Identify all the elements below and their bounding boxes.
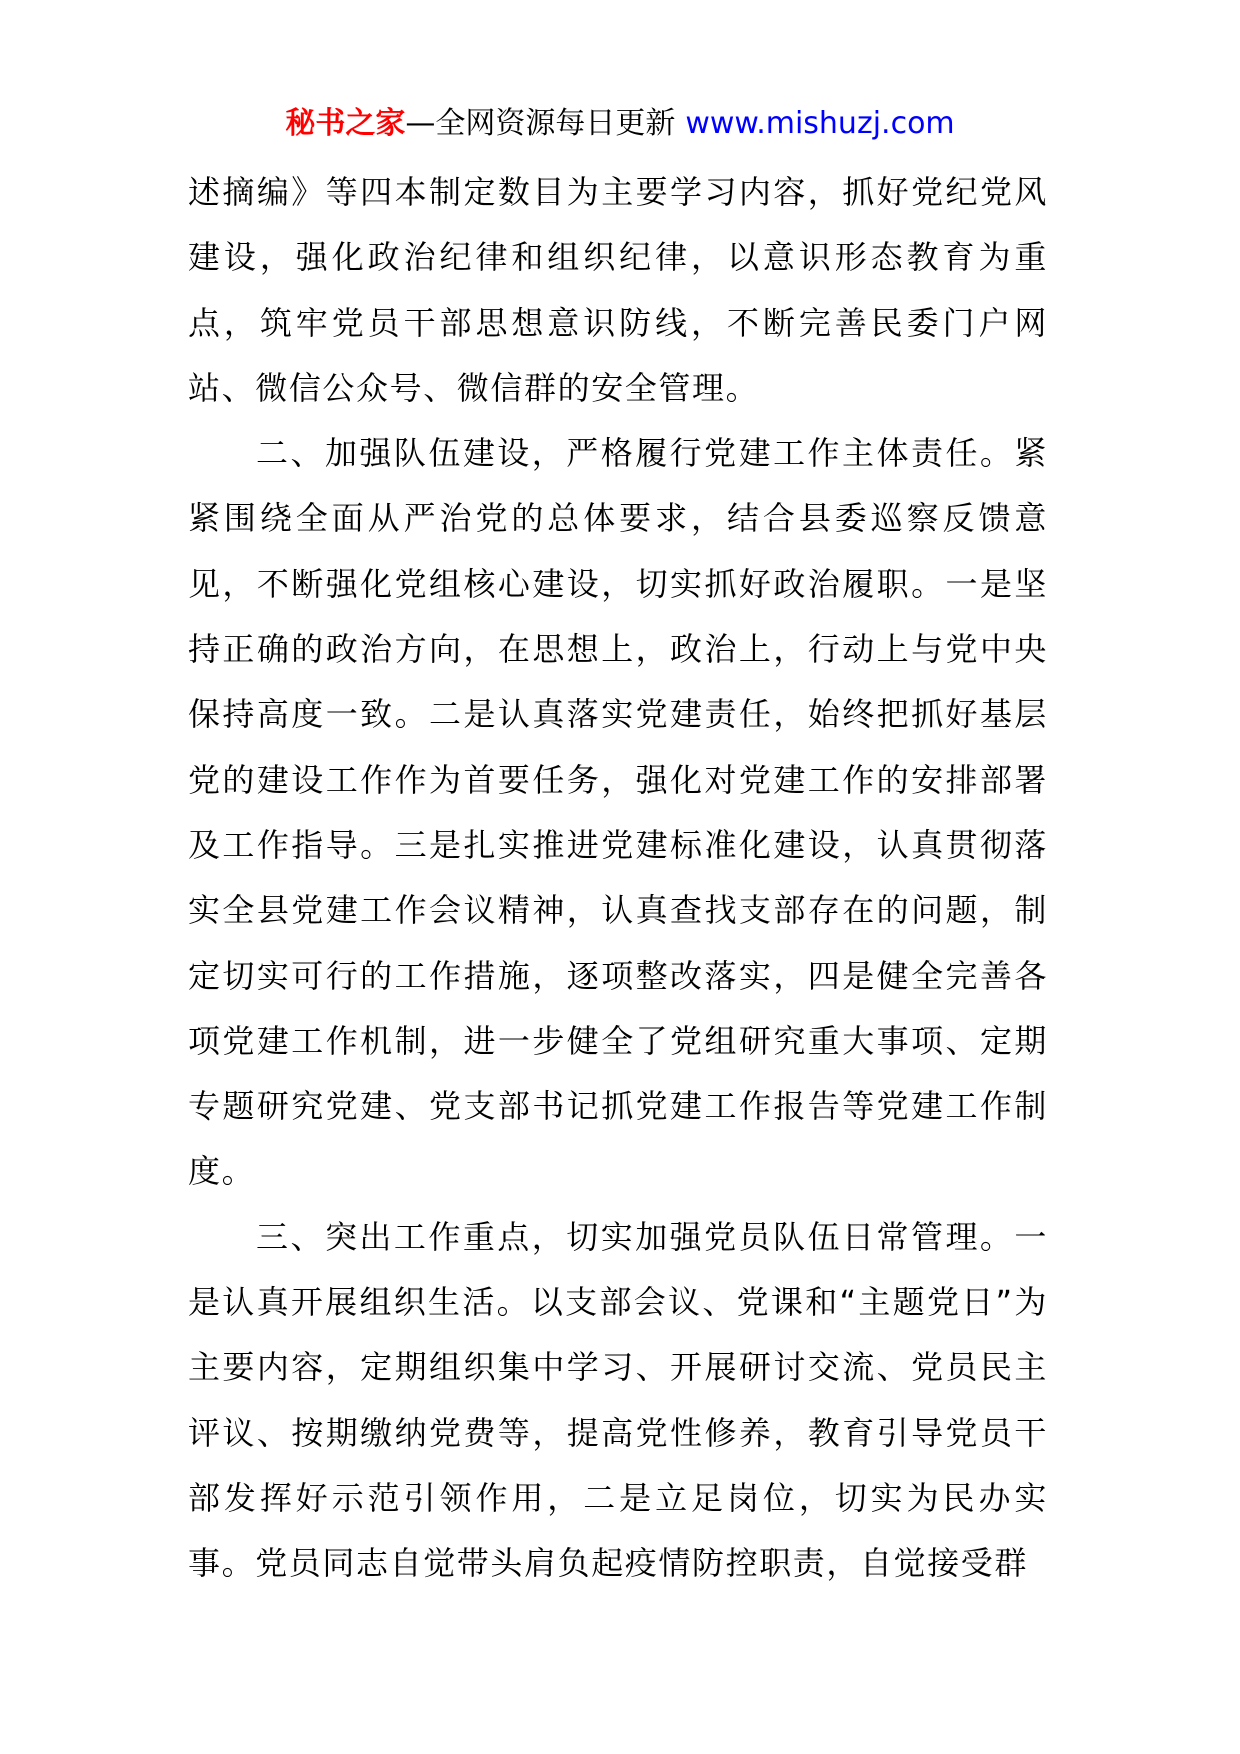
- paragraph-section-three: 三、突出工作重点，切实加强党员队伍日常管理。一是认真开展组织生活。以支部会议、党课和“主题党日”为主要内容，定期组织集中学习、开展研讨交流、党员民主评议、按期缴纳党费等，提高党性修养，教育引导党员干部发挥好示范引领作用，二是立足岗位，切实为民办实事。党员同志自觉带头肩负起疫情防控职责，自觉接受群: [188, 1217, 1048, 1583]
- document-body: [188, 160, 1048, 1597]
- site-link[interactable]: www.mishuzj.com: [685, 106, 955, 141]
- watermark-header: [0, 104, 1240, 144]
- paragraph-continuation: 述摘编》等四本制定数目为主要学习内容，抓好党纪党风建设，强化政治纪律和组织纪律，以意识形态教育为重点，筑牢党员干部思想意识防线，不断完善民委门户网站、微信公众号、微信群的安全管理。: [188, 173, 1048, 407]
- paragraph-section-two: 二、加强队伍建设，严格履行党建工作主体责任。紧紧围绕全面从严治党的总体要求，结合县委巡察反馈意见，不断强化党组核心建设，切实抓好政治履职。一是坚持正确的政治方向，在思想上，政治上，行动上与党中央保持高度一致。二是认真落实党建责任，始终把抓好基层党的建设工作作为首要任务，强化对党建工作的安排部署及工作指导。三是扎实推进党建标准化建设，认真贯彻落实全县党建工作会议精神，认真查找支部存在的问题，制定切实可行的工作措施，逐项整改落实，四是健全完善各项党建工作机制，进一步健全了党组研究重大事项、定期专题研究党建、党支部书记抓党建工作报告等党建工作制度。: [188, 434, 1048, 1191]
- brand-name: 秘书之家: [285, 106, 406, 141]
- header-tagline: —全网资源每日更新: [405, 106, 676, 141]
